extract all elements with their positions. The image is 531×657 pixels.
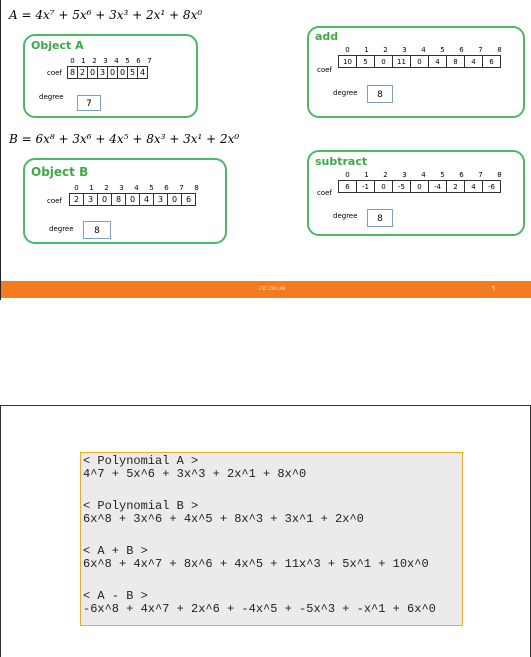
console-line: < A - B > xyxy=(83,589,148,603)
footer-text: CSC 220 LAB xyxy=(259,286,286,291)
add-array xyxy=(338,45,509,68)
index: 6 xyxy=(136,57,141,65)
coef-cell: 2 xyxy=(69,193,84,206)
coef-cell: 2 xyxy=(77,66,88,79)
coef-label: coef xyxy=(47,197,62,205)
coef-cell: 6 xyxy=(482,55,501,68)
formula-polynomial-b: B = 6x⁸ + 3x⁶ + 4x⁵ + 8x³ + 3x¹ + 2x⁰ xyxy=(9,132,240,146)
index: 1 xyxy=(89,184,94,192)
console-line: < Polynomial B > xyxy=(83,499,199,513)
coef-cell: 0 xyxy=(374,180,393,193)
index: 3 xyxy=(402,46,407,54)
coef-cell: 0 xyxy=(107,66,118,79)
slide-footer xyxy=(1,281,531,298)
coef-cell: 0 xyxy=(97,193,112,206)
coef-label: coef xyxy=(317,189,332,197)
index-row xyxy=(67,56,155,66)
index: 1 xyxy=(364,46,369,54)
add-title: add xyxy=(315,30,339,43)
coef-row xyxy=(338,55,509,68)
index-row xyxy=(69,183,204,193)
index: 3 xyxy=(402,171,407,179)
index: 8 xyxy=(497,171,502,179)
coef-cell: 0 xyxy=(167,193,182,206)
coef-cell: 0 xyxy=(87,66,98,79)
coef-cell: 0 xyxy=(410,55,429,68)
degree-label: degree xyxy=(39,93,64,101)
index: 5 xyxy=(440,171,445,179)
index: 1 xyxy=(364,171,369,179)
index: 8 xyxy=(194,184,199,192)
coef-cell: -1 xyxy=(356,180,375,193)
page-number: 5 xyxy=(492,286,496,292)
coef-cell: 0 xyxy=(410,180,429,193)
subtract-title: subtract xyxy=(315,155,368,168)
console-line: 4^7 + 5x^6 + 3x^3 + 2x^1 + 8x^0 xyxy=(83,467,307,481)
add-degree: 8 xyxy=(367,85,393,103)
index: 6 xyxy=(164,184,169,192)
coef-cell: 4 xyxy=(428,55,447,68)
coef-cell: 3 xyxy=(83,193,98,206)
coef-cell: -6 xyxy=(482,180,501,193)
formula-polynomial-a: A = 4x⁷ + 5x⁶ + 3x³ + 2x¹ + 8x⁰ xyxy=(9,8,203,22)
coef-cell: 3 xyxy=(153,193,168,206)
coef-cell: 5 xyxy=(356,55,375,68)
object-a-title: Object A xyxy=(31,39,84,52)
coef-cell: 4 xyxy=(464,180,483,193)
object-a-array xyxy=(67,56,155,79)
subtract-box xyxy=(307,150,525,236)
coef-cell: 8 xyxy=(111,193,126,206)
object-b-degree: 8 xyxy=(83,221,111,239)
coef-cell: 0 xyxy=(374,55,393,68)
subtract-array xyxy=(338,170,509,193)
degree-label: degree xyxy=(49,225,74,233)
index: 0 xyxy=(345,46,350,54)
slide xyxy=(0,0,531,300)
index: 7 xyxy=(179,184,184,192)
index-row xyxy=(338,170,509,180)
coef-cell: 6 xyxy=(338,180,357,193)
coef-cell: 2 xyxy=(446,180,465,193)
index: 4 xyxy=(421,46,426,54)
coef-cell: 5 xyxy=(127,66,138,79)
console-line: 6x^8 + 4x^7 + 8x^6 + 4x^5 + 11x^3 + 5x^1 + 10x^0 xyxy=(83,557,429,571)
console-line: -6x^8 + 4x^7 + 2x^6 + -4x^5 + -5x^3 + -x^1 + 6x^0 xyxy=(83,602,436,616)
coef-label: coef xyxy=(317,66,332,74)
object-b-title: Object B xyxy=(31,165,89,179)
index: 7 xyxy=(147,57,152,65)
subtract-degree: 8 xyxy=(367,209,393,227)
console-line: 6x^8 + 3x^6 + 4x^5 + 8x^3 + 3x^1 + 2x^0 xyxy=(83,512,364,526)
index: 0 xyxy=(70,57,75,65)
degree-label: degree xyxy=(333,89,358,97)
add-box xyxy=(307,26,525,118)
index: 5 xyxy=(440,46,445,54)
coef-cell: 10 xyxy=(338,55,357,68)
index: 7 xyxy=(478,46,483,54)
console-line: < Polynomial A > xyxy=(83,454,199,468)
object-a-box xyxy=(23,34,198,118)
console-line: < A + B > xyxy=(83,544,148,558)
coef-cell: 6 xyxy=(181,193,196,206)
index: 2 xyxy=(92,57,97,65)
object-b-array xyxy=(69,183,204,206)
index: 1 xyxy=(81,57,86,65)
index: 8 xyxy=(497,46,502,54)
coef-cell: -4 xyxy=(428,180,447,193)
index: 6 xyxy=(459,171,464,179)
coef-cell: 4 xyxy=(139,193,154,206)
coef-row xyxy=(338,180,509,193)
coef-cell: 8 xyxy=(67,66,78,79)
coef-cell: 0 xyxy=(125,193,140,206)
coef-cell: 4 xyxy=(464,55,483,68)
index: 2 xyxy=(383,46,388,54)
console-output xyxy=(80,452,463,626)
coef-label: coef xyxy=(47,69,62,77)
coef-row xyxy=(69,193,204,206)
index: 2 xyxy=(104,184,109,192)
coef-cell: 0 xyxy=(117,66,128,79)
index: 4 xyxy=(134,184,139,192)
degree-label: degree xyxy=(333,212,358,220)
index: 6 xyxy=(459,46,464,54)
index: 5 xyxy=(125,57,130,65)
object-b-box xyxy=(23,158,227,244)
index: 0 xyxy=(345,171,350,179)
coef-cell: 3 xyxy=(97,66,108,79)
index: 3 xyxy=(119,184,124,192)
object-a-degree: 7 xyxy=(77,95,101,111)
index: 3 xyxy=(103,57,108,65)
coef-cell: 11 xyxy=(392,55,411,68)
coef-row xyxy=(67,66,155,79)
index: 7 xyxy=(478,171,483,179)
index: 2 xyxy=(383,171,388,179)
index: 0 xyxy=(74,184,79,192)
coef-cell: -5 xyxy=(392,180,411,193)
index: 5 xyxy=(149,184,154,192)
index: 4 xyxy=(114,57,119,65)
index-row xyxy=(338,45,509,55)
coef-cell: 4 xyxy=(137,66,148,79)
coef-cell: 8 xyxy=(446,55,465,68)
index: 4 xyxy=(421,171,426,179)
